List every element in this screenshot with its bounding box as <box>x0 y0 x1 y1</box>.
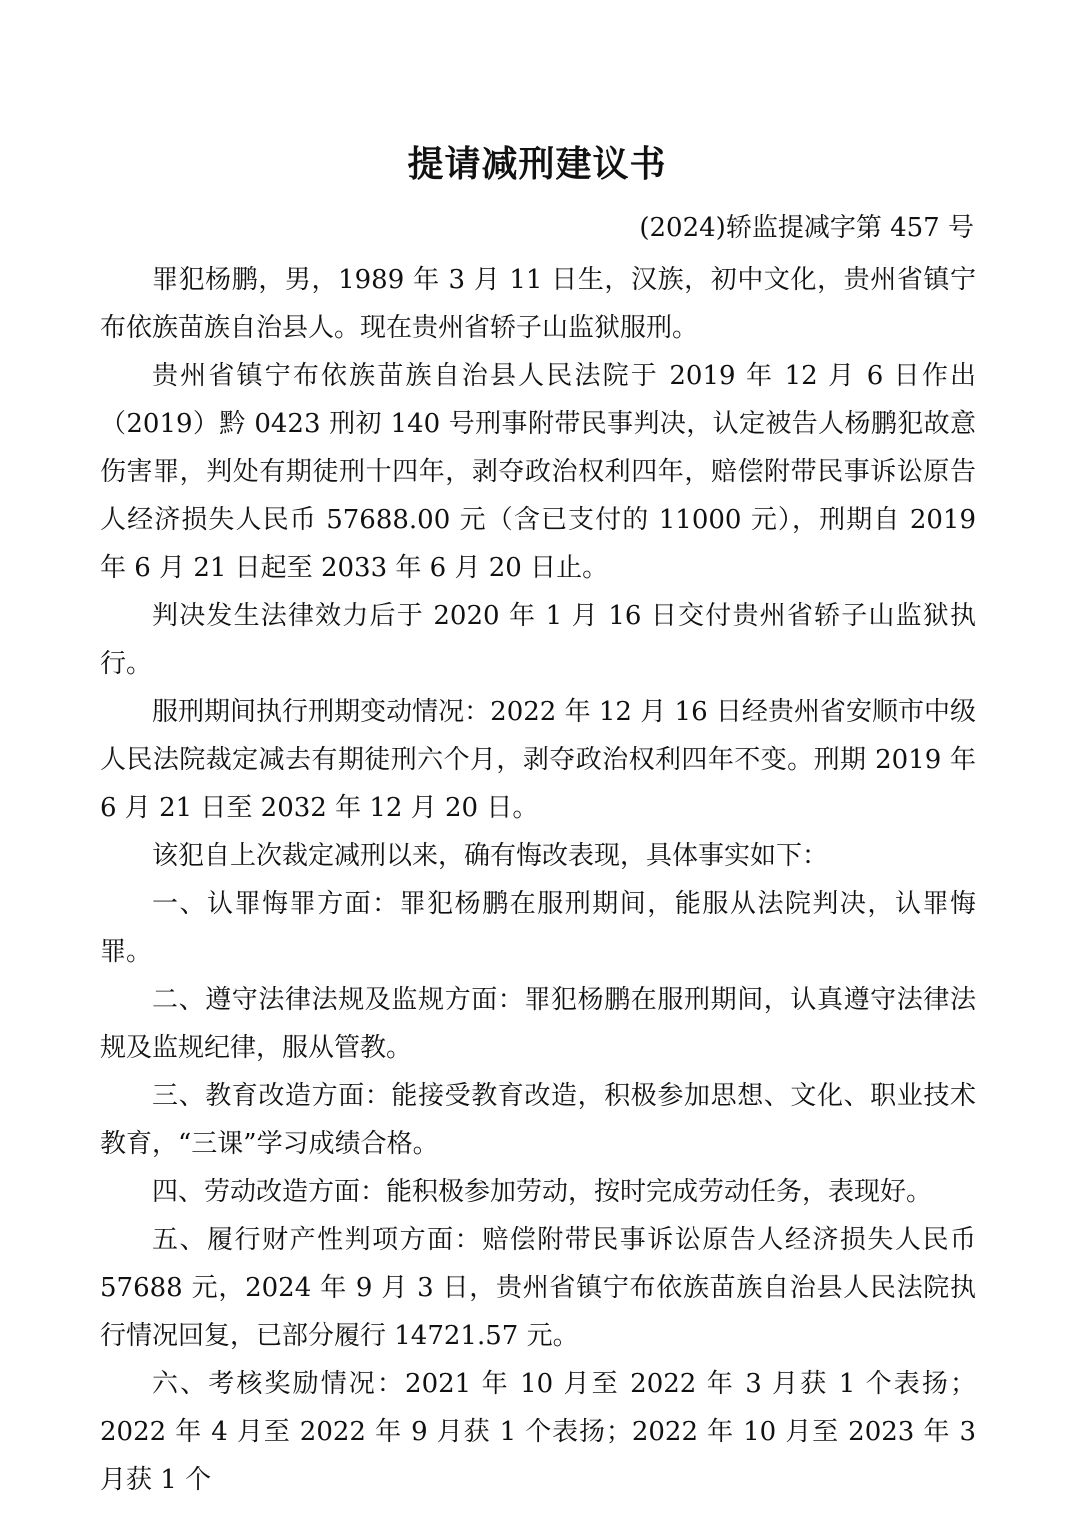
paragraph-judgment: 贵州省镇宁布依族苗族自治县人民法院于 2019 年 12 月 6 日作出（2019）黔 0423 刑初 140 号刑事附带民事判决，认定被告人杨鹏犯故意伤害罪，判处有期徒刑十四年，剥夺政治权利四年，赔偿附带民事诉讼原告人经济损失人民币 57688.00 元（含已支付的 11000 元），刑期自 2019 年 6 月 21 日起至 2033 年 6 月 20 日止。 <box>100 361 976 583</box>
paragraph-law-compliance: 二、遵守法律法规及监规方面：罪犯杨鹏在服刑期间，认真遵守法律法规及监规纪律，服从管教。 <box>100 985 976 1063</box>
paragraph-education: 三、教育改造方面：能接受教育改造，积极参加思想、文化、职业技术教育，“三课”学习成绩合格。 <box>100 1081 976 1159</box>
paragraph-defendant-info: 罪犯杨鹏，男，1989 年 3 月 11 日生，汉族，初中文化，贵州省镇宁布依族苗族自治县人。现在贵州省轿子山监狱服刑。 <box>100 265 976 343</box>
paragraph-property: 五、履行财产性判项方面：赔偿附带民事诉讼原告人经济损失人民币 57688 元，2024 年 9 月 3 日，贵州省镇宁布依族苗族自治县人民法院执行情况回复，已部分履行 14721.57 元。 <box>100 1225 976 1351</box>
document-number: (2024)轿监提减字第 457 号 <box>639 213 974 243</box>
paragraph-repentance: 一、认罪悔罪方面：罪犯杨鹏在服刑期间，能服从法院判决，认罪悔罪。 <box>100 889 976 967</box>
paragraph-execution: 判决发生法律效力后于 2020 年 1 月 16 日交付贵州省轿子山监狱执行。 <box>100 601 976 679</box>
paragraph-facts-intro: 该犯自上次裁定减刑以来，确有悔改表现，具体事实如下： <box>152 841 829 871</box>
document-title: 提请减刑建议书 <box>407 144 667 185</box>
paragraph-sentence-change: 服刑期间执行刑期变动情况：2022 年 12 月 16 日经贵州省安顺市中级人民法院裁定减去有期徒刑六个月，剥夺政治权利四年不变。刑期 2019 年 6 月 21 日至 2032 年 12 月 20 日。 <box>100 697 976 823</box>
document-body <box>100 256 976 1504</box>
paragraph-rewards: 六、考核奖励情况：2021 年 10 月至 2022 年 3 月获 1 个表扬；2022 年 4 月至 2022 年 9 月获 1 个表扬；2022 年 10 月至 2023 年 3 月获 1 个 <box>100 1369 976 1495</box>
paragraph-labor: 四、劳动改造方面：能积极参加劳动，按时完成劳动任务，表现好。 <box>152 1177 933 1207</box>
